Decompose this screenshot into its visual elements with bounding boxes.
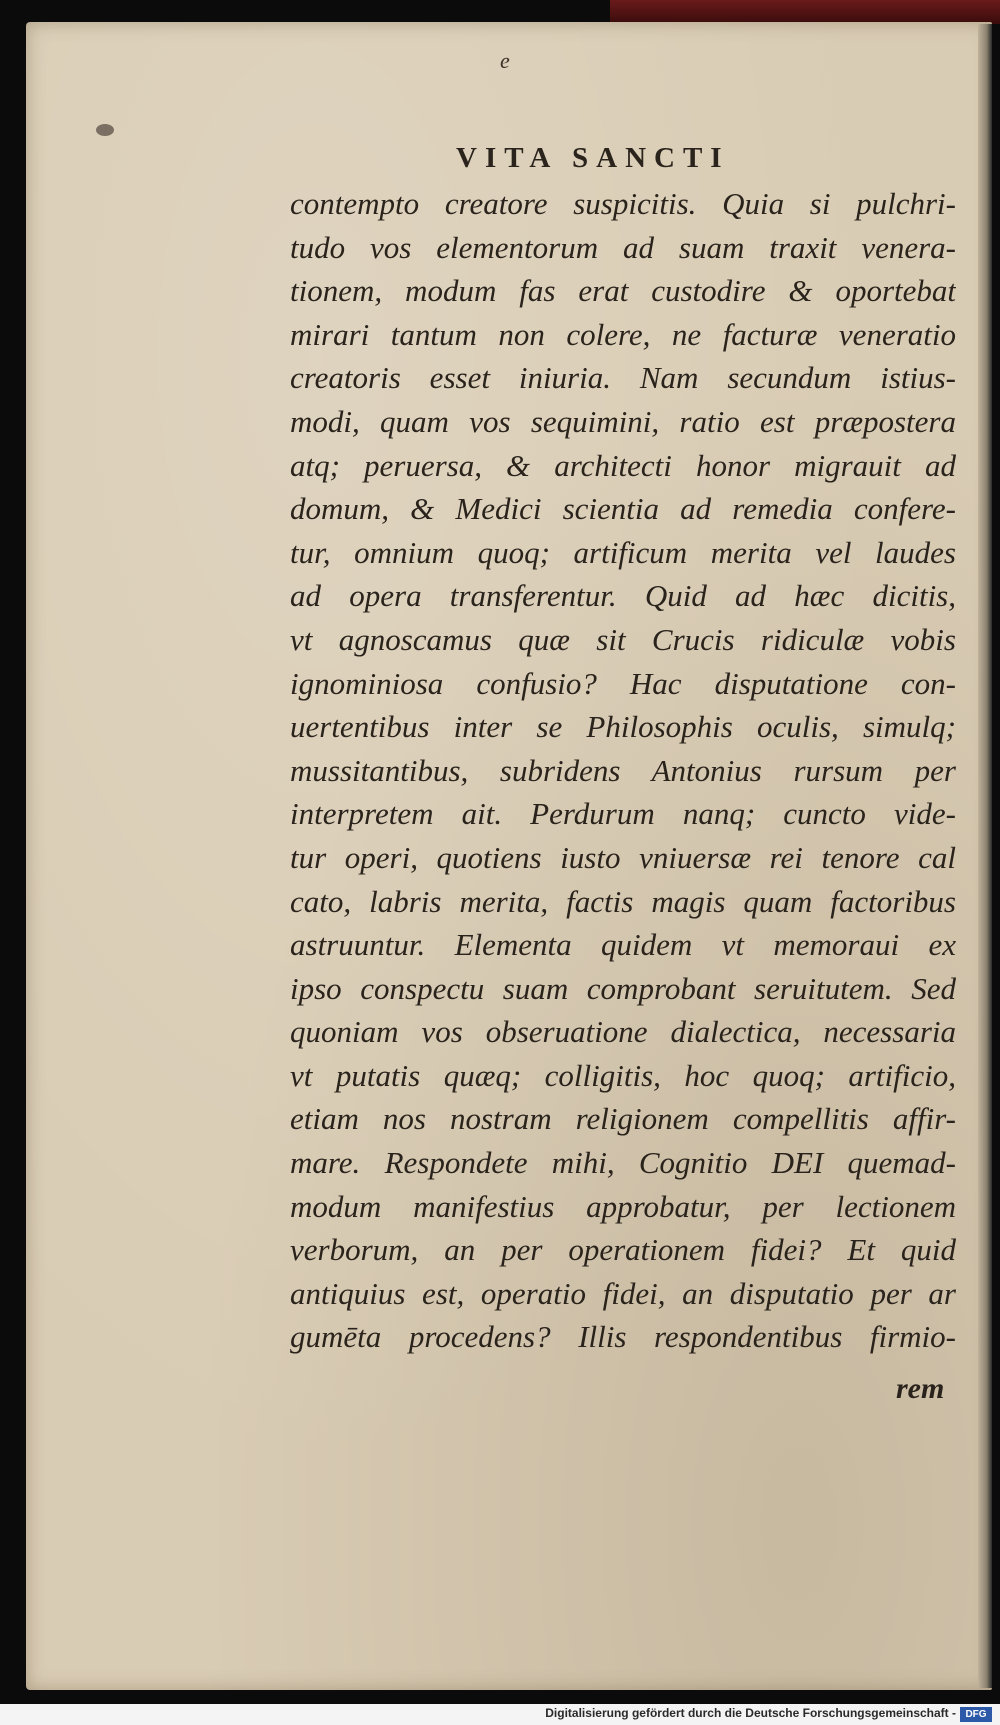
text-line: vt agnoscamus quæ sit Crucis ridiculæ vobis	[290, 621, 956, 657]
text-line: domum, & Medici scientia ad remedia confere-	[290, 491, 956, 527]
text-line: uertentibus inter se Philosophis oculis, simulq;	[290, 709, 956, 745]
text-line: verborum, an per operationem fidei? Et quid	[290, 1232, 956, 1268]
ink-spot	[96, 124, 114, 136]
footer-bar	[0, 1704, 1000, 1725]
text-line: ipso conspectu suam comprobant seruitutem. Sed	[290, 970, 956, 1006]
text-line: ignominiosa confusio? Hac disputatione con-	[290, 665, 956, 701]
text-line: mare. Respondete mihi, Cognitio DEI quemad-	[290, 1145, 956, 1181]
funding-credit: Digitalisierung gefördert durch die Deutsche Forschungsgemeinschaft -	[545, 1706, 956, 1720]
folio-mark: e	[500, 48, 510, 73]
text-line: mirari tantum non colere, ne facturæ veneratio	[290, 316, 956, 352]
text-line: etiam nos nostram religionem compellitis affir-	[290, 1101, 956, 1137]
text-line: interpretem ait. Perdurum nanq; cuncto vide-	[290, 796, 956, 832]
book-cover-edge	[610, 0, 1000, 24]
text-line: tur operi, quotiens iusto vniuersæ rei tenore cal	[290, 839, 956, 875]
catchword: rem	[896, 1372, 945, 1405]
text-line: vt putatis quæq; colligitis, hoc quoq; artificio,	[290, 1057, 956, 1093]
text-line: antiquius est, operatio fidei, an disputatio per ar	[290, 1275, 956, 1311]
text-line: tudo vos elementorum ad suam traxit venera-	[290, 229, 956, 265]
text-line: tionem, modum fas erat custodire & oportebat	[290, 273, 956, 309]
text-line: tur, omnium quoq; artificum merita vel laudes	[290, 534, 956, 570]
dfg-logo: DFG	[960, 1707, 992, 1722]
body-text	[290, 182, 956, 1359]
text-line: contempto creatore suspicitis. Quia si pulchri-	[290, 186, 956, 221]
text-line: atq; peruersa, & architecti honor migrauit ad	[290, 447, 956, 483]
text-line: astruuntur. Elementa quidem vt memoraui ex	[290, 927, 956, 963]
text-line: cato, labris merita, factis magis quam factoribus	[290, 883, 956, 919]
text-line: creatoris esset iniuria. Nam secundum istius-	[290, 360, 956, 396]
text-line: modi, quam vos sequimini, ratio est præpostera	[290, 403, 956, 439]
text-line: quoniam vos obseruatione dialectica, necessaria	[290, 1014, 956, 1050]
running-head: VITA SANCTI	[456, 142, 730, 174]
page-edge-shadow	[978, 24, 992, 1688]
text-line: ad opera transferentur. Quid ad hæc dicitis,	[290, 578, 956, 614]
text-line: gumēta procedens? Illis respondentibus firmio-	[290, 1319, 956, 1355]
text-line: modum manifestius approbatur, per lectionem	[290, 1188, 956, 1224]
text-line: mussitantibus, subridens Antonius rursum per	[290, 752, 956, 788]
